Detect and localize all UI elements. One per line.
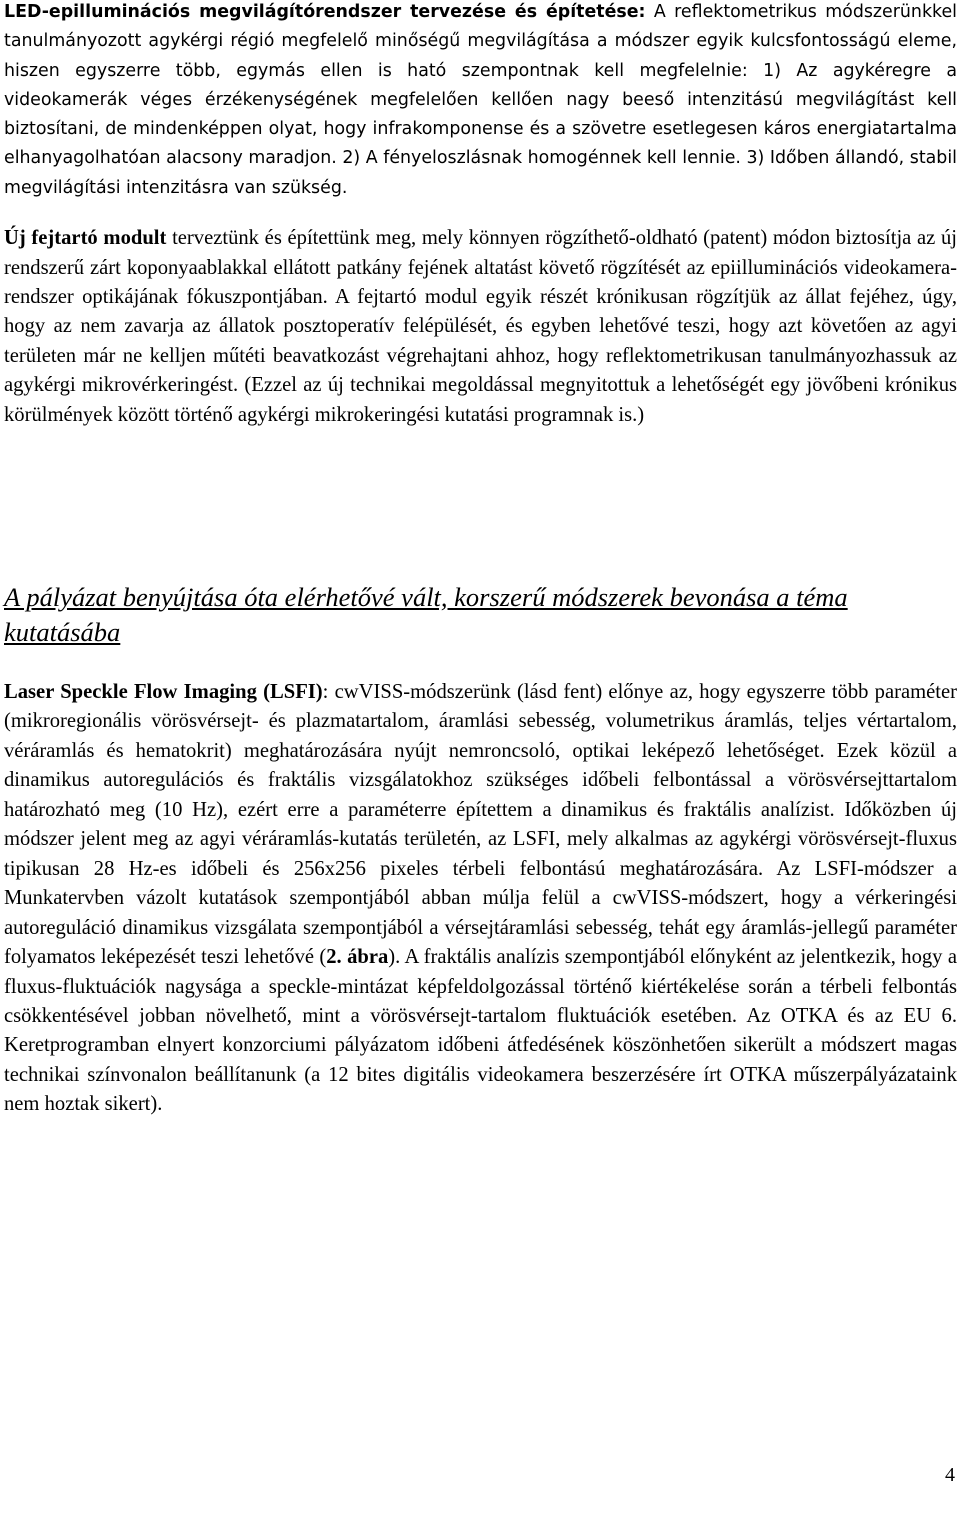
paragraph-lsfi-title: Laser Speckle Flow Imaging (LSFI)	[4, 681, 323, 703]
figure-reference: 2. ábra	[326, 946, 389, 969]
paragraph-lsfi-body-a: : cwVISS-módszerünk (lásd fent) előnye az, hogy egyszerre több paraméter (mikroregionális vörösvérsejt- és plazmatartalom, áramlási sebesség, volumetrikus áramlás, teljes vértartalom, véráramlás és hematokrit) meghatározására nyújt nemroncsoló, optikai leképező lehetőséget. Ezek közül a dinamikus autoregulációs és fraktális vizsgálatokhoz szükséges időbeli felbontással a vörösvérsejttartalom határozható meg (10 Hz), ezért erre a paraméterre építettem a dinamikus és fraktális analízist. Időközben új módszer jelent meg az agyi véráramlás-kutatás területén, az LSFI, mely alkalmas az agykérgi vörösvérsejt-fluxus tipikusan 28 Hz-es időbeli és 256x256 pixeles térbeli felbontású meghatározására. Az LSFI-módszer a Munkatervben vázolt kutatások szempontjából abban múlja felül a cwVISS-módszert, hogy a vérkeringési autoreguláció dinamikus vizsgálata szempontjából a vérsejtáramlási sebesség, tehát egy áramlás-jellegű paraméter folyamatos leképezését teszi lehetővé (	[4, 681, 957, 969]
page-number: 4	[945, 1464, 955, 1486]
paragraph-head-holder	[4, 224, 957, 430]
paragraph-lsfi-body-b: ). A fraktális analízis szempontjából előnyként az jelentkezik, hogy a fluxus-fluktuációk nagysága a speckle-mintázat képfeldolgozással történő kiértékelése során a térbeli felbontás csökkentésével jobban növelhető, mint a vörösvérsejt-tartalom fluktuációk esetében. Az OTKA és az EU 6. Keretprogramban elnyert konzorciumi pályázatom időbeni átfedésének köszönhetően sikerült a módszert magas technikai színvonalon beállítanunk (a 12 bites digitális videokamera beszerzésére írt OTKA műszerpályázataink nem hoztak sikert).	[4, 946, 957, 1116]
paragraph-led-body: A reflektometrikus módszerünkkel tanulmányozott agykérgi régió megfelelő minőségű megvilágítása a módszer egyik kulcsfontosságú eleme, hiszen egyszerre több, egymás ellen is ható szempontnak kell megfelelnie: 1) Az agykéregre a videokamerák véges érzékenységének megfelelően kellően nagy beeső intenzitású megvilágítást kell biztosítani, de mindenképpen olyat, hogy infrakomponense és a szövetre esetlegesen káros energiatartalma elhanyagolhatóan alacsony maradjon. 2) A fényeloszlásnak homogénnek kell lennie. 3) Időben állandó, stabil megvilágítási intenzitásra van szükség.	[4, 2, 957, 198]
document-page	[4, 0, 957, 1116]
paragraph-head-holder-title: Új fejtartó modult	[4, 227, 167, 250]
paragraph-led-illumination	[4, 0, 957, 203]
paragraph-lsfi	[4, 678, 957, 1120]
paragraph-head-holder-body: terveztünk és építettünk meg, mely könnyen rögzíthető-oldható (patent) módon biztosítja az új rendszerű zárt koponyaablakkal ellátott patkány fejének altatást követő rögzítését az epiilluminációs videokamera-rendszer optikájának fókuszpontjában. A fejtartó modul egyik részét krónikusan rögzítjük az állat fejéhez, úgy, hogy az nem zavarja az állatok posztoperatív felépülését, és egyben lehetővé teszi, hogy azt követően az agyi területen már ne kelljen műtéti beavatkozást végrehajtani ahhoz, hogy reflektometrikusan tanulmányozhassuk az agykérgi mikrovérkeringést. (Ezzel az új technikai megoldással megnyitottuk a lehetőségét egy jövőbeni krónikus körülmények között történő agykérgi mikrokeringési kutatási programnak is.)	[4, 227, 957, 426]
section-heading: A pályázat benyújtása óta elérhetővé vált, korszerű módszerek bevonása a téma kutatásába	[4, 582, 848, 647]
paragraph-led-title: LED-epilluminációs megvilágítórendszer tervezése és építetése:	[4, 2, 646, 22]
